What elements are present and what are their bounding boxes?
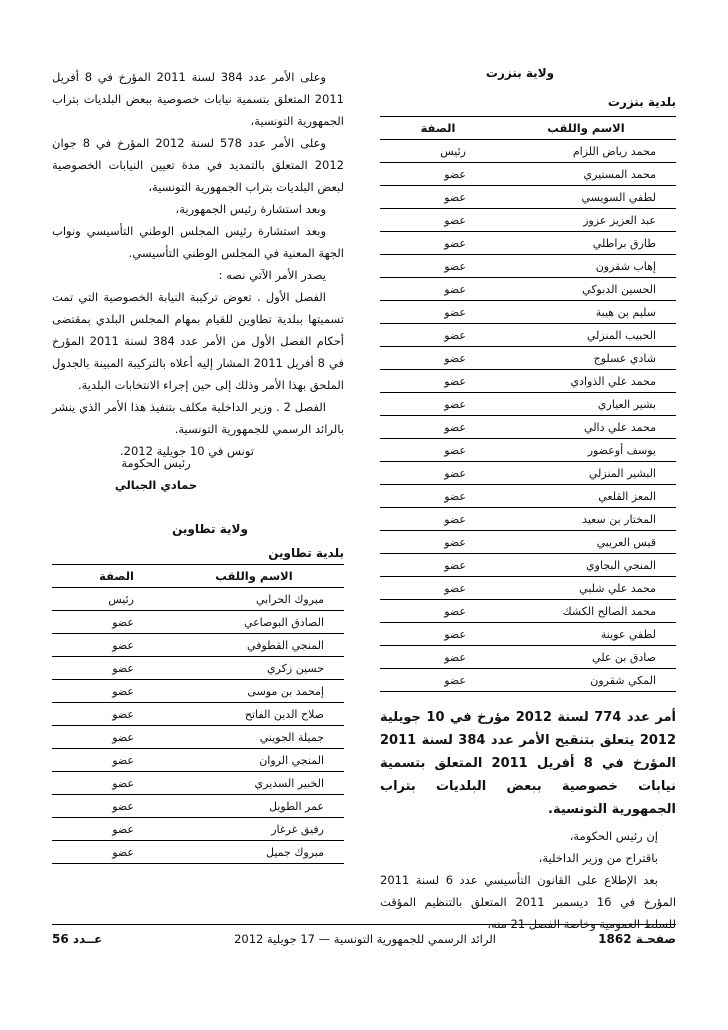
member-role: عضو	[444, 512, 466, 526]
paragraph: وعلى الأمر عدد 578 لسنة 2012 المؤرخ في 8 جوان 2012 المتعلق بالتمديد في مدة تعيين النيابات الخصوصية لبعض البلديات بتراب الجمهورية التونسية،	[52, 136, 344, 194]
signature-name: حمادي الجبالي	[114, 478, 198, 492]
member-name: المكي شقرون	[590, 673, 656, 687]
member-name: سليم بن هيبة	[595, 305, 656, 319]
header-name: الاسم واللقب	[547, 121, 625, 135]
member-role: عضو	[444, 236, 466, 250]
member-name: محمد علي دالي	[584, 420, 656, 434]
member-name: الحبيب المنزلي	[586, 328, 656, 342]
member-role: عضو	[444, 466, 466, 480]
member-role: عضو	[444, 259, 466, 273]
wilaya-tataouine: ولاية تطاوين	[172, 522, 248, 536]
member-role: عضو	[112, 730, 134, 744]
table-row	[380, 554, 676, 577]
member-name: الصادق البوصاعي	[243, 615, 324, 629]
table-row	[380, 209, 676, 232]
member-name: المنجي القطوفي	[247, 638, 324, 652]
footer-rule	[52, 924, 676, 925]
table-row	[380, 278, 676, 301]
member-role: عضو	[112, 799, 134, 813]
member-role: عضو	[444, 673, 466, 687]
member-role: عضو	[444, 374, 466, 388]
member-role: عضو	[112, 753, 134, 767]
member-name: محمد المستيري	[583, 167, 656, 181]
table-row	[380, 140, 676, 163]
member-name: المختار بن سعيد	[582, 512, 656, 526]
member-name: صادق بن علي	[592, 650, 656, 664]
member-name: مبروك الحرابي	[255, 592, 324, 606]
article-1: الفصل الأول . تعوض تركيبة النيابة الخصوصية التي تمت تسميتها ببلدية تطاوين للقيام بمهام المجلس البلدي بمقتضى أحكام الفصل الأول من الأمر عدد 384 لسنة 2011 المؤرخ في 8 أفريل 2011 المشار إليه أعلاه بالتركيبة المبينة بالجدول الملحق بهذا الأمر وذلك إلى حين إجراء الانتخابات البلدية.	[52, 290, 344, 392]
member-role: رئيس	[440, 144, 466, 158]
bizerte-table	[380, 116, 676, 692]
member-role: عضو	[112, 707, 134, 721]
member-role: عضو	[444, 282, 466, 296]
article-2: الفصل 2 . وزير الداخلية مكلف بتنفيذ هذا الأمر الذي ينشر بالرائد الرسمي للجمهورية التونسية.	[52, 400, 344, 436]
member-name: البشير المنزلي	[588, 466, 656, 480]
member-name: بشير العياري	[597, 397, 656, 411]
paragraph: بعد الإطلاع على القانون التأسيسي عدد 6 لسنة 2011 المؤرخ في 16 ديسمبر 2011 المتعلق بالتنظيم المؤقت للسلط العمومية وخاصة الفصل 21 منه،	[380, 873, 677, 931]
table-row	[380, 577, 676, 600]
member-role: عضو	[112, 822, 134, 836]
baladiya-tataouine: بلدية تطاوين	[268, 546, 344, 560]
table-row	[380, 347, 676, 370]
member-name: صلاح الدين الفاتح	[244, 707, 324, 721]
table-row	[380, 508, 676, 531]
member-role: رئيس	[108, 592, 134, 606]
member-name: شادي عسلوج	[593, 351, 656, 365]
member-name: محمد الصالح الكشك	[562, 604, 656, 618]
member-role: عضو	[444, 305, 466, 319]
paragraph: وبعد استشارة رئيس الجمهورية،	[175, 202, 326, 216]
decree-title: أمر عدد 774 لسنة 2012 مؤرخ في 10 جويلية 2012 يتعلق بتنقيح الأمر عدد 384 لسنة 2011 المؤرخ في 8 أفريل 2011 المتعلق بتسمية نيابات خصوصية ببعض البلديات بتراب الجمهورية التونسية.	[380, 710, 676, 817]
member-role: عضو	[444, 627, 466, 641]
header-role: الصفة	[99, 569, 134, 583]
table-row	[52, 657, 344, 680]
member-role: عضو	[444, 535, 466, 549]
table-row	[380, 462, 676, 485]
table-row	[380, 393, 676, 416]
member-role: عضو	[444, 558, 466, 572]
member-name: الحسين الدبوكي	[582, 282, 656, 296]
member-role: عضو	[444, 351, 466, 365]
member-role: عضو	[112, 776, 134, 790]
issue-number: عــدد 56	[52, 932, 103, 946]
table-row	[380, 623, 676, 646]
member-role: عضو	[444, 443, 466, 457]
table-row	[380, 416, 676, 439]
baladiya-bizerte: بلدية بنزرت	[607, 95, 676, 109]
member-role: عضو	[444, 604, 466, 618]
table-row	[52, 588, 344, 611]
member-role: عضو	[112, 638, 134, 652]
member-role: عضو	[444, 489, 466, 503]
table-row	[380, 646, 676, 669]
member-role: عضو	[444, 397, 466, 411]
table-row	[52, 795, 344, 818]
table-row	[52, 749, 344, 772]
member-name: المعز القلعي	[598, 489, 656, 503]
header-role: الصفة	[420, 121, 456, 135]
paragraph: وعلى الأمر عدد 384 لسنة 2011 المؤرخ في 8 أفريل 2011 المتعلق بتسمية نيابات خصوصية ببعض البلديات بتراب الجمهورية التونسية،	[52, 70, 344, 128]
member-name: طارق براطلي	[592, 236, 656, 250]
page-number: صفحـة 1862	[598, 932, 676, 946]
member-role: عضو	[112, 684, 134, 698]
table-row	[52, 772, 344, 795]
member-role: عضو	[112, 661, 134, 675]
member-name: عبد العزيز عزوز	[583, 213, 656, 227]
member-name: المنجي الروان	[259, 753, 324, 767]
member-name: رفيق غرغار	[271, 822, 324, 836]
table-row	[380, 600, 676, 623]
member-name: قيس العريبي	[596, 535, 656, 549]
member-role: عضو	[444, 420, 466, 434]
member-role: عضو	[444, 167, 466, 181]
member-name: الخبير السديري	[254, 776, 324, 790]
table-row	[52, 611, 344, 634]
table-row	[52, 726, 344, 749]
member-role: عضو	[444, 213, 466, 227]
wilaya-bizerte: ولاية بنزرت	[485, 66, 555, 80]
journal-title: الرائد الرسمي للجمهورية التونسية — 17 جويلية 2012	[234, 932, 496, 946]
member-name: يوسف أوعضور	[587, 443, 656, 457]
table-row	[380, 485, 676, 508]
member-name: المنجي البجاوي	[586, 558, 656, 572]
table-row	[380, 370, 676, 393]
member-name: محمد رياض اللزام	[572, 144, 656, 158]
member-name: حسين زكري	[266, 661, 324, 675]
member-role: عضو	[444, 190, 466, 204]
decree-date: تونس في 10 جويلية 2012.	[120, 444, 254, 458]
table-row	[380, 163, 676, 186]
table-row	[380, 255, 676, 278]
member-name: إمحمد بن موسى	[247, 684, 324, 698]
table-row	[380, 669, 676, 692]
table-row	[380, 232, 676, 255]
table-row	[52, 634, 344, 657]
left-column	[52, 66, 344, 462]
member-name: إهاب شقرون	[595, 259, 656, 273]
table-row	[52, 818, 344, 841]
paragraph: إن رئيس الحكومة،	[569, 829, 658, 843]
signature-title: رئيس الحكومة	[121, 456, 191, 470]
member-role: عضو	[444, 328, 466, 342]
member-role: عضو	[112, 845, 134, 859]
member-name: محمد علي الذوادي	[570, 374, 656, 388]
member-name: مبروك جميل	[266, 845, 324, 859]
table-row	[380, 439, 676, 462]
header-name: الاسم واللقب	[215, 569, 293, 583]
member-name: عمر الطويل	[269, 799, 324, 813]
table-header	[52, 565, 344, 588]
member-role: عضو	[112, 615, 134, 629]
table-row	[380, 324, 676, 347]
paragraph: باقتراح من وزير الداخلية،	[538, 851, 658, 865]
paragraph: يصدر الأمر الآتي نصه :	[218, 268, 326, 282]
table-row	[52, 703, 344, 726]
table-row	[52, 841, 344, 864]
member-name: لطفي عوينة	[600, 627, 656, 641]
table-row	[380, 531, 676, 554]
paragraph: وبعد استشارة رئيس المجلس الوطني التأسيسي ونواب الجهة المعنية في المجلس الوطني التأسيسي.	[52, 224, 344, 260]
member-role: عضو	[444, 581, 466, 595]
member-role: عضو	[444, 650, 466, 664]
member-name: جميلة الجويني	[259, 730, 324, 744]
member-name: لطفي السويسي	[581, 190, 656, 204]
member-name: محمد علي شلبي	[579, 581, 656, 595]
table-row	[52, 680, 344, 703]
table-row	[380, 186, 676, 209]
table-row	[380, 301, 676, 324]
table-header	[380, 117, 676, 140]
decree-774	[380, 706, 676, 935]
tataouine-table	[52, 564, 344, 864]
